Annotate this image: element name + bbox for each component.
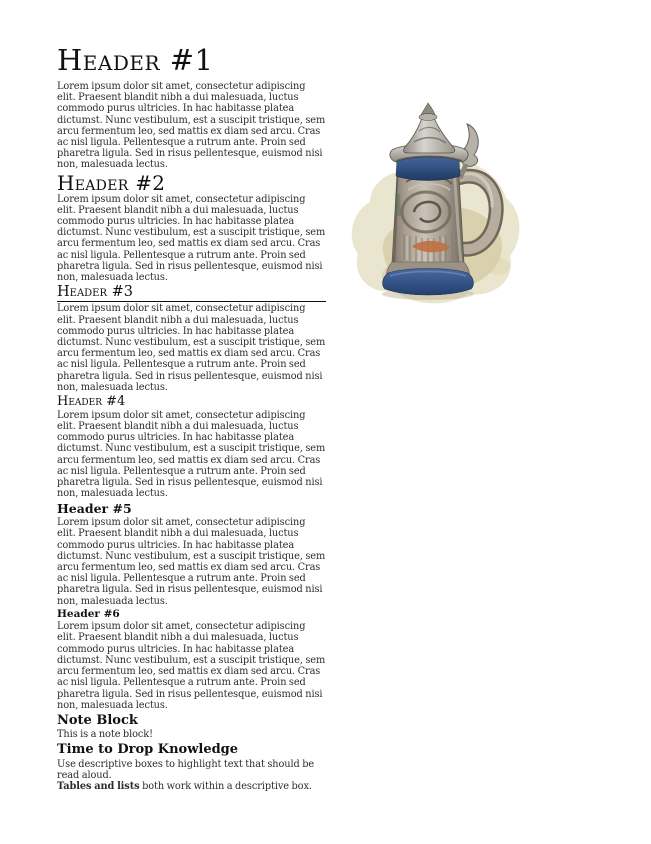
paragraph-1: Lorem ipsum dolor sit amet, consectetur adipiscing elit. Praesent blandit nibh a dui malesuada, luctus commodo purus ultricies. In hac habitasse platea dictumst. Nunc vestibulum, est a suscipit tristique, sem arcu fermentum leo, sed mattis ex diam sed arcu. Cras ac nisl ligula. Pellentesque a rutrum ante. Proin sed pharetra ligula. Sed in risus pellentesque, euismod nisi non, malesuada lectus. (57, 81, 326, 171)
paragraph-4: Lorem ipsum dolor sit amet, consectetur adipiscing elit. Praesent blandit nibh a dui malesuada, luctus commodo purus ultricies. In hac habitasse platea dictumst. Nunc vestibulum, est a suscipit tristique, sem arcu fermentum leo, sed mattis ex diam sed arcu. Cras ac nisl ligula. Pellentesque a rutrum ante. Proin sed pharetra ligula. Sed in risus pellentesque, euismod nisi non, malesuada lectus. (57, 409, 326, 500)
header-3: Header #3 (57, 285, 326, 302)
knowledge-block-text: Use descriptive boxes to highlight text that should be read aloud. (57, 758, 315, 781)
pewter-lid (390, 103, 468, 162)
note-block-title: Note Block (57, 712, 138, 728)
paragraph-5: Lorem ipsum dolor sit amet, consectetur adipiscing elit. Praesent blandit nibh a dui malesuada, luctus commodo purus ultricies. In hac habitasse platea dictumst. Nunc vestibulum, est a suscipit tristique, sem arcu fermentum leo, sed mattis ex diam sed arcu. Cras ac nisl ligula. Pellentesque a rutrum ante. Proin sed pharetra ligula. Sed in risus pellentesque, euismod nisi non, malesuada lectus. (57, 517, 326, 607)
tables-and-lists-bold: Tables and lists (57, 781, 140, 793)
paragraph-6: Lorem ipsum dolor sit amet, consectetur adipiscing elit. Praesent blandit nibh a dui malesuada, luctus commodo purus ultricies. In hac habitasse platea dictumst. Nunc vestibulum, est a suscipit tristique, sem arcu fermentum leo, sed mattis ex diam sed arcu. Cras ac nisl ligula. Pellentesque a rutrum ante. Proin sed pharetra ligula. Sed in risus pellentesque, euismod nisi non, malesuada lectus. (57, 621, 326, 711)
header-2: Header #2 (57, 170, 166, 195)
beer-stein-svg (348, 98, 530, 310)
header-1: Header #1 (57, 43, 214, 77)
note-block-text: This is a note block! (57, 729, 153, 741)
paragraph-3: Lorem ipsum dolor sit amet, consectetur adipiscing elit. Praesent blandit nibh a dui malesuada, luctus commodo purus ultricies. In hac habitasse platea dictumst. Nunc vestibulum, est a suscipit tristique, sem arcu fermentum leo, sed mattis ex diam sed arcu. Cras ac nisl ligula. Pellentesque a rutrum ante. Proin sed pharetra ligula. Sed in risus pellentesque, euismod nisi non, malesuada lectus. (57, 303, 326, 393)
knowledge-block-title: Time to Drop Knowledge (57, 742, 239, 758)
paragraph-2: Lorem ipsum dolor sit amet, consectetur adipiscing elit. Praesent blandit nibh a dui malesuada, luctus commodo purus ultricies. In hac habitasse platea dictumst. Nunc vestibulum, est a suscipit tristique, sem arcu fermentum leo, sed mattis ex diam sed arcu. Cras ac nisl ligula. Pellentesque a rutrum ante. Proin sed pharetra ligula. Sed in risus pellentesque, euismod nisi non, malesuada lectus. (57, 193, 326, 284)
header-4: Header #4 (57, 394, 126, 410)
text-column (57, 0, 326, 792)
stein-base (383, 262, 474, 295)
stein-illustration (348, 98, 530, 310)
neck-band (396, 156, 460, 180)
header-6: Header #6 (57, 607, 120, 620)
tables-and-lists-rest: both work within a descriptive box. (139, 781, 312, 793)
header-5: Header #5 (57, 501, 132, 517)
knowledge-block-tables-line (57, 781, 326, 792)
